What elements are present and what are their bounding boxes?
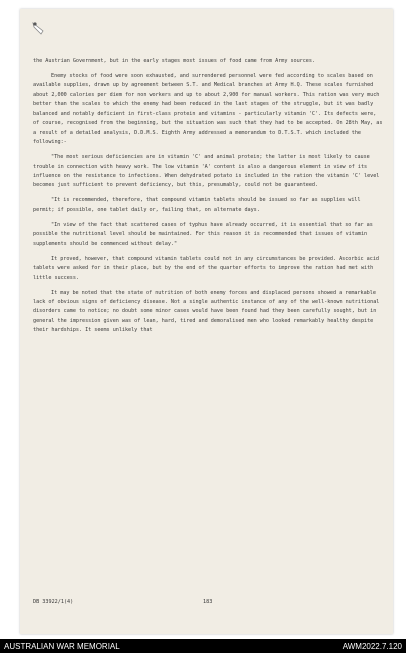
document-reference: DB 33922/1(4): [33, 599, 74, 605]
document-page: [20, 9, 393, 634]
quote-paragraph-3: "In view of the fact that scattered cases of typhus have already occurred, it is essential that so far as possible the nutritional level should be maintained. For this reason it is recommended that issues of vitamin supplements should be commenced without delay.": [33, 221, 373, 247]
page-number: 183: [203, 599, 213, 605]
accession-number: AWM2022.7.120: [342, 642, 402, 651]
paper-clip-icon: [31, 19, 47, 41]
quote-paragraph-1: "The most serious deficiencies are in vitamin 'C' and animal protein; the latter is most likely to cause trouble in connection with heavy work. The low vitamin 'A' content is also a dangerous element in view of its influence on the resistance to infections. When dehydrated potato is included in the ration the vitamin 'C' level becomes just sufficient to prevent deficiency, but this, presumably, could not be guaranteed.: [33, 154, 380, 189]
paragraph-2: Enemy stocks of food were soon exhausted, and surrendered personnel were fed according to scales based on available supplies, drawn up by agreement between S.T. and Medical branches at Army H.Q. These scales furnished about 2,000 calories per diem for non workers and up to about 2,900 for manual workers. This ration was very much better than the scales to which the enemy had been reduced in the last stages of the struggle, but it was badly balanced and notably deficient in first-class protein and vitamins - particularly vitamin 'C'. Its defects were, of course, recognised from the beginning, but the situation was such that they had to be accepted. On 28th May, as a result of a detailed analysis, D.D.M.S. Eighth Army addressed a memorandum to D.T.S.T. which included the following:-: [33, 72, 383, 146]
paragraph-1: the Austrian Government, but in the early stages most issues of food came from Army sources.: [33, 58, 315, 64]
archive-name: AUSTRALIAN WAR MEMORIAL: [4, 642, 120, 651]
caption-bar: [0, 639, 406, 653]
paragraph-3: It proved, however, that compound vitamin tablets could not in any circumstances be provided. Ascorbic acid tablets were asked for in their place, but by the end of the quarter efforts to improve the ration had met with little success.: [33, 255, 379, 281]
quote-paragraph-2: "It is recommended, therefore, that compound vitamin tablets should be issued so far as supplies will permit; if possible, one tablet daily or, failing that, on alternate days.: [33, 197, 361, 213]
paragraph-4: It may be noted that the state of nutrition of both enemy forces and displaced persons showed a remarkable lack of obvious signs of deficiency disease. Not a single authentic instance of any of the well-known nutritional disorders came to notice; no doubt some minor cases would have been found had they been carefully sought, but in general the impression given was of lean, hard, tired and demoralised men who looked remarkably healthy despite their hardships. It seems unlikely that: [33, 289, 380, 334]
body-text: [33, 57, 383, 336]
